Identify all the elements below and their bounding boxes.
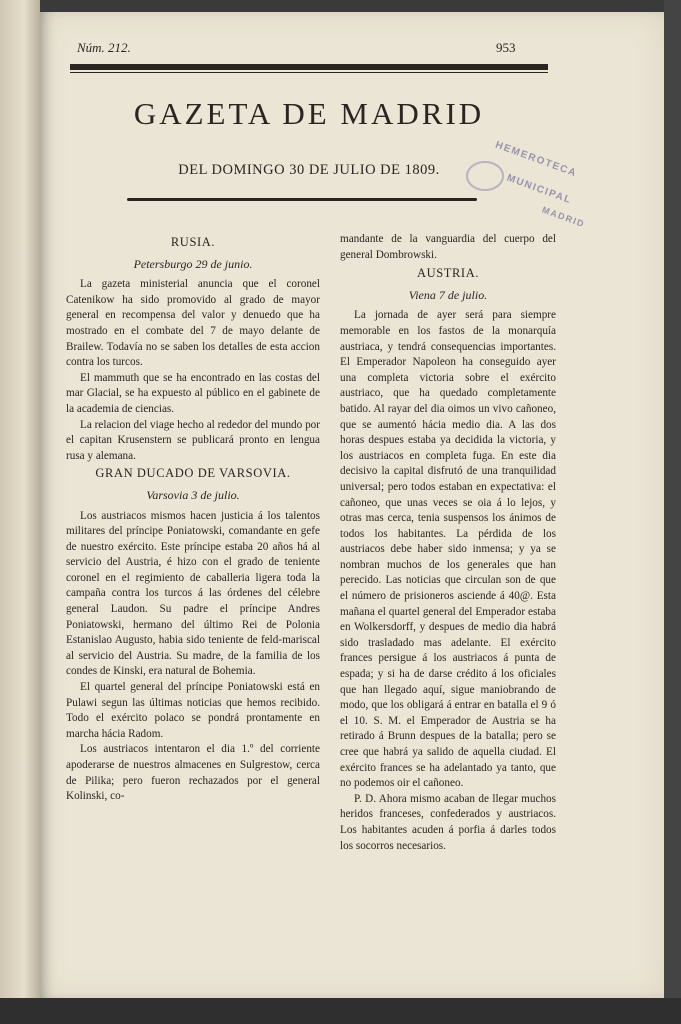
section-title-varsovia: GRAN DUCADO DE VARSOVIA. [95, 466, 291, 481]
masthead-rule [127, 198, 477, 201]
stamp-line1: HEMEROTECA [493, 139, 579, 180]
header-rule-thick [70, 64, 548, 70]
issue-number: Núm. 212. [77, 40, 131, 55]
stamp-line3: MADRID [540, 204, 587, 230]
paragraph: El quartel general del príncipe Poniatowski está en Pulawi segun las últimas noticias que hemos recibido. Todo el exército polaco se pondrá prontamente en marcha hácia Radom. [66, 681, 320, 740]
section-title-rusia: RUSIA. [170, 235, 216, 249]
library-stamp [445, 140, 605, 240]
continued-paragraph: mandante de la vanguardia del cuerpo del general Dombrowski. [340, 233, 556, 261]
section-title-austria: AUSTRIA. [416, 266, 480, 281]
header-rule-thin [70, 72, 548, 73]
adjacent-page-edge [0, 0, 40, 1024]
masthead-title: GAZETA DE MADRID [133, 96, 485, 131]
paragraph: La gazeta ministerial anuncia que el coronel Catenikow ha sido promovido al grado de mayor general en recompensa del valor y denuedo que ha mostrado en el combate del 7 de mayo delante de Brailew. Todavía no se saben los detalles de esta accion contra los turcos. [66, 278, 320, 369]
paragraph: Los austriacos mismos hacen justicia á los talentos militares del príncipe Poniatowski, comandante en gefe de nuestro exército. Este príncipe estaba 20 años há al servicio del Austria, é hizo con el grado de teniente coronel en el regimiento de caballeria ligera toda la campaña contra los turcos á las órdenes del célebre general Laudon. Su padre el príncipe Andres Poniatowski, hermano del último Rei de Polonia Estanislao Augusto, habia sido teniente de feld-mariscal al servicio del Austria. Su madre, de la familia de los condes de Kinski, era natural de Bohemia. [66, 509, 320, 678]
dateline-varsovia: Varsovia 3 de julio. [146, 487, 240, 502]
stamp-line2: MUNICIPAL [505, 172, 574, 207]
right-column [340, 232, 556, 854]
paragraph: La jornada de ayer será para siempre memorable en los fastos de la monarquía austriaca, y tendrá consequencias importantes. El Emperador Napoleon ha conseguido ayer una completa victoria sobre el exército austriaco, que ha quedado completamente batido. Al rayar del dia oimos un vivo cañoneo, que se aumentó hácia medio dia. A las dos horas despues estaba ya decidida la victoria, y los austriacos en completa fuga. En este dia decisivo la capital disfrutó de una tranquilidad universal; pero todos estaban en expectativa: el cañoneo, que unas veces se oia á lo lejos, y otras mas cerca, tenia suspensos los ánimos de todos los habitantes. La pérdida de los austriacos debe haber sido inmensa; y ya se nombran muchos de los generales que han perecido. Las noticias que circulan son de que el número de prisioneros asciende á 40@. Esta mañana el quartel general del Emperador estaba en Wolkersdorff, y despues de medio dia habrá sido trasladado mas adelante. El exército frances persigue á los austriacos á punta de espada; y si ha de darse crédito á los oficiales que han llegado aquí, sigue maniobrando de modo, que los obligará á entrar en batalla el 9 ó el 10. S. M. el Emperador de Austria se ha retirado á Brunn despues de la batalla; pero se cree que habrá ya salido de aquella ciudad. El exército frances se ha adelantado ya tanto, que no podemos oir el cañoneo. [340, 309, 556, 790]
background-bottom [0, 998, 681, 1024]
dateline-petersburgo: Petersburgo 29 de junio. [133, 256, 253, 271]
dateline: DEL DOMINGO 30 DE JULIO DE 1809. [178, 162, 440, 178]
paragraph: P. D. Ahora mismo acaban de llegar muchos heridos franceses, confederados y austriacos. Los habitantes acuden á porfia á darles todos los socorros necesarios. [340, 792, 556, 852]
dateline-viena: Viena 7 de julio. [408, 287, 488, 302]
background-edge [664, 0, 681, 1024]
paragraph: La relacion del viage hecho al rededor del mundo por el capitan Krusenstern se publicará pronto en lengua rusa y alemana. [66, 418, 320, 462]
page-number: 953 [496, 40, 516, 55]
paragraph: Los austriacos intentaron el dia 1.º del corriente apoderarse de nuestros almacenes en Sulgrestow, cerca de Pilika; pero fueron rechazados por el general Kolinski, co- [66, 743, 320, 803]
paragraph: El mammuth que se ha encontrado en las costas del mar Glacial, se ha expuesto al público en el gabinete de la academia de ciencias. [66, 371, 320, 415]
left-column [66, 232, 320, 805]
